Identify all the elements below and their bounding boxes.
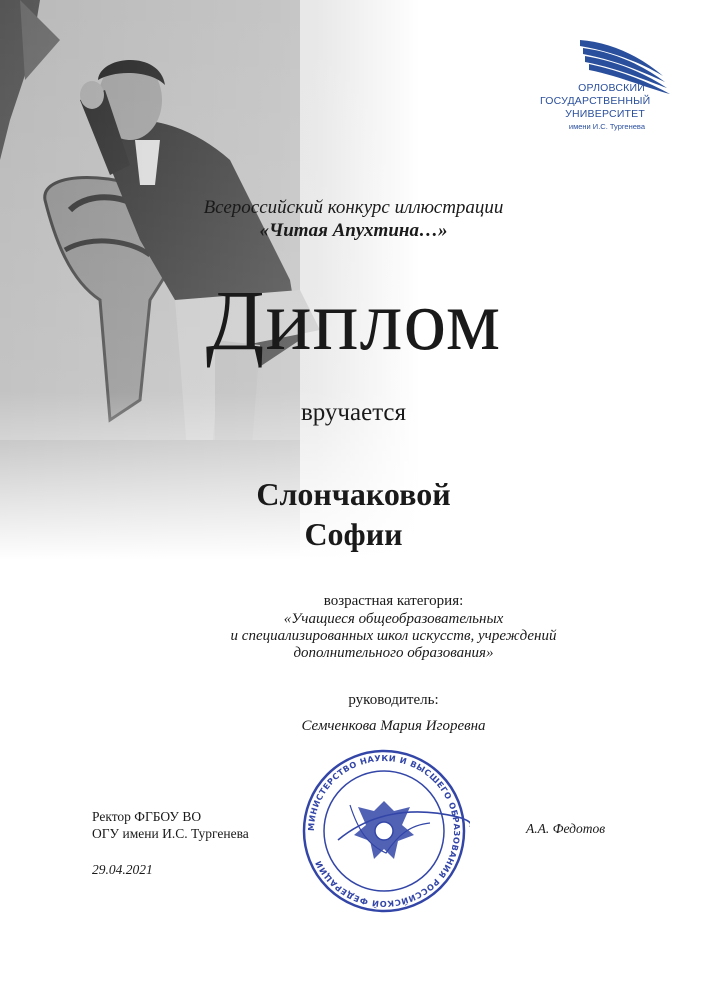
supervisor-name: Семченкова Мария Игоревна — [301, 718, 486, 734]
rector-line2: ОГУ имени И.С. Тургенева — [92, 826, 249, 841]
category-line2: и специализированных школ искусств, учреждений — [230, 628, 557, 644]
issue-date: 29.04.2021 — [92, 862, 153, 877]
rector-line1: Ректор ФГБОУ ВО — [92, 809, 202, 824]
category-line3: дополнительного образования» — [293, 645, 494, 661]
diploma-title: Диплом — [205, 272, 502, 368]
university-name-line3: УНИВЕРСИТЕТ — [565, 108, 645, 120]
category-label: возрастная категория: — [323, 593, 464, 609]
recipient-surname: Слончаковой — [256, 476, 451, 512]
category-value — [40, 611, 707, 662]
contest-heading — [0, 196, 707, 242]
awarded-text: вручается — [300, 399, 407, 426]
contest-title: «Читая Апухтина…» — [259, 220, 448, 241]
recipient-first-name: Софии — [304, 516, 403, 552]
svg-text:МИНИСТЕРСТВО НАУКИ И ВЫСШЕГО О: МИНИСТЕРСТВО НАУКИ И ВЫСШЕГО ОБРАЗОВАНИЯ РОССИЙСКОЙ ФЕДЕРАЦИИ — [305, 752, 463, 910]
rector-signature-name: А.А. Федотов — [526, 821, 606, 836]
university-name-line2: ГОСУДАРСТВЕННЫЙ — [540, 95, 651, 107]
university-name-line1: ОРЛОВСКИЙ — [578, 82, 645, 94]
recipient-name — [0, 474, 707, 554]
category-line1: «Учащиеся общеобразовательных — [283, 611, 504, 627]
university-name-line4: имени И.С. Тургенева — [568, 122, 645, 131]
university-name — [540, 82, 651, 132]
contest-line: Всероссийский конкурс иллюстрации — [203, 197, 504, 218]
rector-title — [92, 808, 249, 842]
supervisor-label: руководитель: — [348, 692, 439, 708]
official-stamp — [298, 745, 470, 917]
